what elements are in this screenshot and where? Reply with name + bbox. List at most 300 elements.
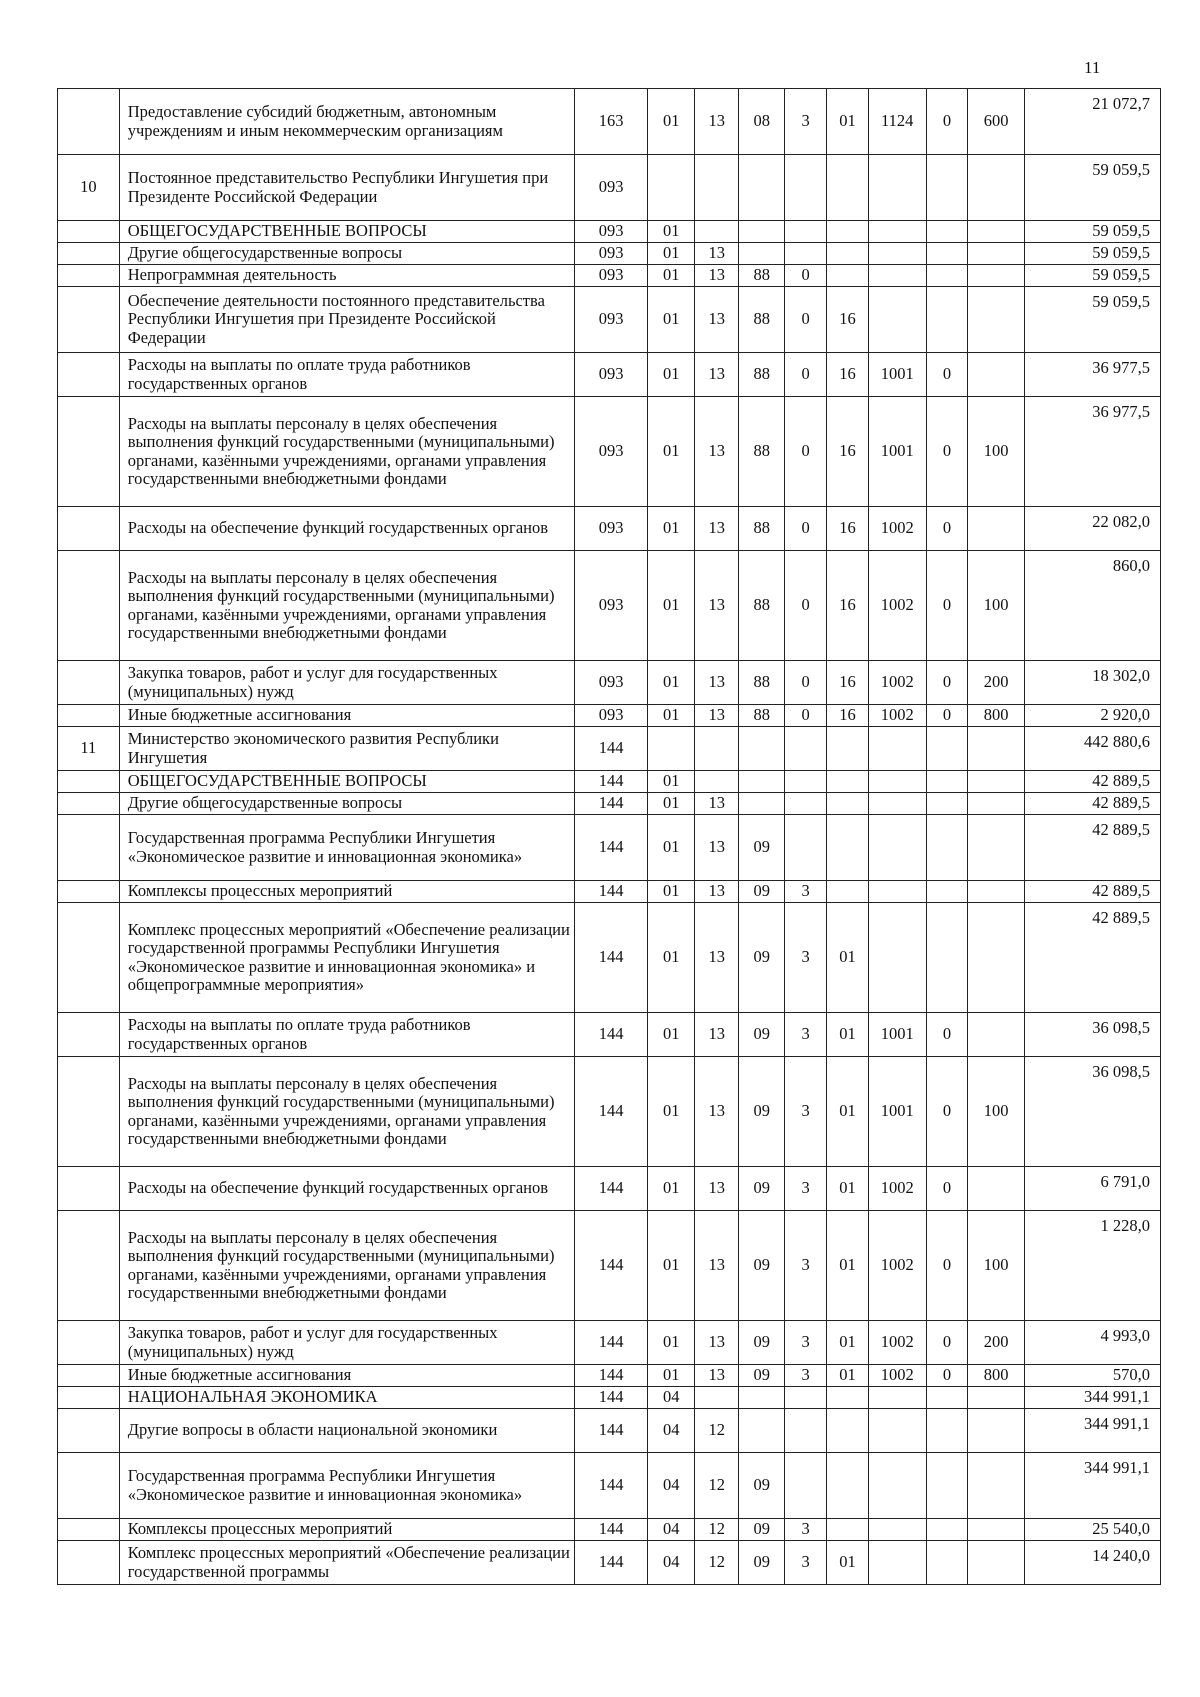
subsection-code-cell: 13 bbox=[695, 397, 739, 507]
amount-cell: 442 880,6 bbox=[1024, 727, 1160, 771]
subprogram-type-cell: 3 bbox=[785, 881, 827, 903]
row-number-cell bbox=[58, 1519, 120, 1541]
section-code-cell: 01 bbox=[648, 705, 695, 727]
program-code-cell: 09 bbox=[739, 1167, 785, 1211]
amount-cell: 42 889,5 bbox=[1024, 771, 1160, 793]
amount-cell: 21 072,7 bbox=[1024, 89, 1160, 155]
row-number-cell bbox=[58, 903, 120, 1013]
row-name-cell: Обеспечение деятельности постоянного представительства Республики Ингушетия при Президенте Российской Федерации bbox=[119, 287, 574, 353]
extra-code-cell: 0 bbox=[926, 1211, 968, 1321]
complex-code-cell: 16 bbox=[827, 507, 869, 551]
row-number-cell bbox=[58, 1167, 120, 1211]
direction-code-cell bbox=[868, 881, 926, 903]
amount-cell: 1 228,0 bbox=[1024, 1211, 1160, 1321]
extra-code-cell bbox=[926, 1519, 968, 1541]
expense-type-cell bbox=[968, 1409, 1025, 1453]
complex-code-cell: 16 bbox=[827, 287, 869, 353]
direction-code-cell: 1001 bbox=[868, 397, 926, 507]
row-name-cell: Другие общегосударственные вопросы bbox=[119, 243, 574, 265]
extra-code-cell bbox=[926, 265, 968, 287]
subsection-code-cell: 12 bbox=[695, 1409, 739, 1453]
subprogram-type-cell: 3 bbox=[785, 1519, 827, 1541]
complex-code-cell: 01 bbox=[827, 1321, 869, 1365]
direction-code-cell bbox=[868, 221, 926, 243]
direction-code-cell bbox=[868, 1519, 926, 1541]
section-code-cell: 01 bbox=[648, 89, 695, 155]
subprogram-type-cell: 3 bbox=[785, 903, 827, 1013]
direction-code-cell bbox=[868, 727, 926, 771]
table-row bbox=[58, 1365, 1161, 1387]
section-code-cell: 01 bbox=[648, 221, 695, 243]
expense-type-cell bbox=[968, 881, 1025, 903]
extra-code-cell bbox=[926, 1409, 968, 1453]
table-row bbox=[58, 1057, 1161, 1167]
direction-code-cell: 1001 bbox=[868, 1057, 926, 1167]
extra-code-cell: 0 bbox=[926, 397, 968, 507]
program-code-cell: 88 bbox=[739, 705, 785, 727]
subsection-code-cell bbox=[695, 727, 739, 771]
section-code-cell: 01 bbox=[648, 661, 695, 705]
amount-cell: 18 302,0 bbox=[1024, 661, 1160, 705]
ministry-code-cell: 144 bbox=[574, 815, 647, 881]
subprogram-type-cell bbox=[785, 1387, 827, 1409]
row-name-cell: Государственная программа Республики Ингушетия «Экономическое развитие и инновационная экономика» bbox=[119, 1453, 574, 1519]
ministry-code-cell: 093 bbox=[574, 551, 647, 661]
program-code-cell bbox=[739, 1409, 785, 1453]
table-row bbox=[58, 397, 1161, 507]
extra-code-cell: 0 bbox=[926, 1321, 968, 1365]
direction-code-cell: 1124 bbox=[868, 89, 926, 155]
amount-cell: 4 993,0 bbox=[1024, 1321, 1160, 1365]
table-row bbox=[58, 287, 1161, 353]
section-code-cell: 04 bbox=[648, 1453, 695, 1519]
subprogram-type-cell: 3 bbox=[785, 1541, 827, 1585]
row-number-cell bbox=[58, 287, 120, 353]
direction-code-cell: 1001 bbox=[868, 1013, 926, 1057]
expense-type-cell bbox=[968, 1519, 1025, 1541]
program-code-cell bbox=[739, 1387, 785, 1409]
direction-code-cell bbox=[868, 903, 926, 1013]
row-name-cell: ОБЩЕГОСУДАРСТВЕННЫЕ ВОПРОСЫ bbox=[119, 221, 574, 243]
program-code-cell: 08 bbox=[739, 89, 785, 155]
table-row bbox=[58, 1211, 1161, 1321]
expense-type-cell bbox=[968, 265, 1025, 287]
row-name-cell: Непрограммная деятельность bbox=[119, 265, 574, 287]
table-row bbox=[58, 771, 1161, 793]
expense-type-cell bbox=[968, 1453, 1025, 1519]
table-row bbox=[58, 507, 1161, 551]
row-name-cell: Другие вопросы в области национальной экономики bbox=[119, 1409, 574, 1453]
extra-code-cell: 0 bbox=[926, 507, 968, 551]
row-name-cell: Расходы на выплаты персоналу в целях обеспечения выполнения функций государственными (муниципальными) органами, казёнными учреждениями, органами управления государственными внебюджетными фондами bbox=[119, 551, 574, 661]
expense-type-cell: 200 bbox=[968, 661, 1025, 705]
expense-type-cell bbox=[968, 1387, 1025, 1409]
section-code-cell: 01 bbox=[648, 1211, 695, 1321]
ministry-code-cell: 144 bbox=[574, 1387, 647, 1409]
row-name-cell: Комплексы процессных мероприятий bbox=[119, 881, 574, 903]
amount-cell: 42 889,5 bbox=[1024, 903, 1160, 1013]
row-number-cell bbox=[58, 221, 120, 243]
program-code-cell: 09 bbox=[739, 881, 785, 903]
subsection-code-cell: 13 bbox=[695, 287, 739, 353]
subsection-code-cell: 12 bbox=[695, 1519, 739, 1541]
extra-code-cell bbox=[926, 727, 968, 771]
subsection-code-cell: 13 bbox=[695, 903, 739, 1013]
program-code-cell: 09 bbox=[739, 1453, 785, 1519]
subprogram-type-cell: 0 bbox=[785, 705, 827, 727]
row-number-cell bbox=[58, 661, 120, 705]
extra-code-cell: 0 bbox=[926, 1167, 968, 1211]
ministry-code-cell: 144 bbox=[574, 1453, 647, 1519]
complex-code-cell: 01 bbox=[827, 1013, 869, 1057]
subsection-code-cell: 13 bbox=[695, 1365, 739, 1387]
ministry-code-cell: 144 bbox=[574, 1057, 647, 1167]
row-number-cell bbox=[58, 89, 120, 155]
program-code-cell: 09 bbox=[739, 815, 785, 881]
section-code-cell bbox=[648, 155, 695, 221]
program-code-cell bbox=[739, 155, 785, 221]
subprogram-type-cell bbox=[785, 1409, 827, 1453]
table-row bbox=[58, 1519, 1161, 1541]
subsection-code-cell: 13 bbox=[695, 881, 739, 903]
subsection-code-cell: 12 bbox=[695, 1541, 739, 1585]
ministry-code-cell: 093 bbox=[574, 507, 647, 551]
expense-type-cell: 800 bbox=[968, 705, 1025, 727]
amount-cell: 36 098,5 bbox=[1024, 1013, 1160, 1057]
direction-code-cell: 1002 bbox=[868, 1211, 926, 1321]
section-code-cell: 01 bbox=[648, 1167, 695, 1211]
complex-code-cell: 16 bbox=[827, 661, 869, 705]
subsection-code-cell bbox=[695, 221, 739, 243]
section-code-cell: 04 bbox=[648, 1409, 695, 1453]
section-code-cell: 01 bbox=[648, 287, 695, 353]
complex-code-cell: 01 bbox=[827, 1211, 869, 1321]
expense-type-cell bbox=[968, 507, 1025, 551]
subprogram-type-cell: 3 bbox=[785, 1057, 827, 1167]
extra-code-cell: 0 bbox=[926, 705, 968, 727]
subsection-code-cell: 13 bbox=[695, 1167, 739, 1211]
direction-code-cell bbox=[868, 793, 926, 815]
direction-code-cell: 1002 bbox=[868, 705, 926, 727]
section-code-cell: 01 bbox=[648, 793, 695, 815]
table-row bbox=[58, 661, 1161, 705]
row-number-cell bbox=[58, 1321, 120, 1365]
subprogram-type-cell: 3 bbox=[785, 1167, 827, 1211]
program-code-cell: 09 bbox=[739, 1365, 785, 1387]
direction-code-cell: 1002 bbox=[868, 661, 926, 705]
subprogram-type-cell: 3 bbox=[785, 1321, 827, 1365]
subsection-code-cell: 13 bbox=[695, 793, 739, 815]
ministry-code-cell: 163 bbox=[574, 89, 647, 155]
section-code-cell bbox=[648, 727, 695, 771]
row-number-cell bbox=[58, 1211, 120, 1321]
subprogram-type-cell: 0 bbox=[785, 551, 827, 661]
subprogram-type-cell bbox=[785, 155, 827, 221]
program-code-cell bbox=[739, 727, 785, 771]
subprogram-type-cell: 0 bbox=[785, 287, 827, 353]
row-name-cell: Постоянное представительство Республики Ингушетия при Президенте Российской Федерации bbox=[119, 155, 574, 221]
ministry-code-cell: 144 bbox=[574, 1409, 647, 1453]
subsection-code-cell bbox=[695, 771, 739, 793]
direction-code-cell bbox=[868, 1387, 926, 1409]
ministry-code-cell: 144 bbox=[574, 881, 647, 903]
subprogram-type-cell: 0 bbox=[785, 661, 827, 705]
ministry-code-cell: 144 bbox=[574, 1321, 647, 1365]
expense-type-cell bbox=[968, 155, 1025, 221]
expense-type-cell bbox=[968, 287, 1025, 353]
complex-code-cell bbox=[827, 771, 869, 793]
subsection-code-cell: 13 bbox=[695, 551, 739, 661]
program-code-cell: 88 bbox=[739, 507, 785, 551]
direction-code-cell bbox=[868, 287, 926, 353]
section-code-cell: 04 bbox=[648, 1387, 695, 1409]
ministry-code-cell: 093 bbox=[574, 221, 647, 243]
amount-cell: 59 059,5 bbox=[1024, 155, 1160, 221]
program-code-cell bbox=[739, 793, 785, 815]
row-name-cell: Другие общегосударственные вопросы bbox=[119, 793, 574, 815]
program-code-cell: 09 bbox=[739, 1519, 785, 1541]
row-name-cell: Комплексы процессных мероприятий bbox=[119, 1519, 574, 1541]
direction-code-cell bbox=[868, 243, 926, 265]
expense-type-cell: 200 bbox=[968, 1321, 1025, 1365]
subsection-code-cell: 12 bbox=[695, 1453, 739, 1519]
row-number-cell bbox=[58, 793, 120, 815]
extra-code-cell bbox=[926, 815, 968, 881]
expense-type-cell: 800 bbox=[968, 1365, 1025, 1387]
expense-type-cell bbox=[968, 1541, 1025, 1585]
ministry-code-cell: 144 bbox=[574, 771, 647, 793]
subsection-code-cell: 13 bbox=[695, 1057, 739, 1167]
expense-type-cell: 100 bbox=[968, 1057, 1025, 1167]
extra-code-cell: 0 bbox=[926, 661, 968, 705]
section-code-cell: 01 bbox=[648, 903, 695, 1013]
extra-code-cell bbox=[926, 793, 968, 815]
subprogram-type-cell bbox=[785, 1453, 827, 1519]
direction-code-cell bbox=[868, 1453, 926, 1519]
row-number-cell bbox=[58, 551, 120, 661]
row-name-cell: Предоставление субсидий бюджетным, автономным учреждениям и иным некоммерческим организациям bbox=[119, 89, 574, 155]
table-row bbox=[58, 1453, 1161, 1519]
extra-code-cell bbox=[926, 243, 968, 265]
subsection-code-cell: 13 bbox=[695, 265, 739, 287]
extra-code-cell: 0 bbox=[926, 551, 968, 661]
row-name-cell: ОБЩЕГОСУДАРСТВЕННЫЕ ВОПРОСЫ bbox=[119, 771, 574, 793]
row-name-cell: Государственная программа Республики Ингушетия «Экономическое развитие и инновационная экономика» bbox=[119, 815, 574, 881]
row-number-cell bbox=[58, 243, 120, 265]
budget-table bbox=[57, 88, 1161, 1585]
complex-code-cell: 01 bbox=[827, 89, 869, 155]
subprogram-type-cell: 0 bbox=[785, 507, 827, 551]
program-code-cell: 88 bbox=[739, 551, 785, 661]
subprogram-type-cell: 3 bbox=[785, 89, 827, 155]
program-code-cell: 88 bbox=[739, 397, 785, 507]
row-name-cell: НАЦИОНАЛЬНАЯ ЭКОНОМИКА bbox=[119, 1387, 574, 1409]
ministry-code-cell: 093 bbox=[574, 353, 647, 397]
row-name-cell: Расходы на выплаты по оплате труда работников государственных органов bbox=[119, 1013, 574, 1057]
subprogram-type-cell bbox=[785, 727, 827, 771]
amount-cell: 2 920,0 bbox=[1024, 705, 1160, 727]
expense-type-cell bbox=[968, 903, 1025, 1013]
program-code-cell: 09 bbox=[739, 1541, 785, 1585]
expense-type-cell bbox=[968, 1013, 1025, 1057]
section-code-cell: 01 bbox=[648, 1057, 695, 1167]
table-row bbox=[58, 89, 1161, 155]
amount-cell: 36 977,5 bbox=[1024, 397, 1160, 507]
expense-type-cell bbox=[968, 243, 1025, 265]
subsection-code-cell: 13 bbox=[695, 1321, 739, 1365]
subsection-code-cell: 13 bbox=[695, 89, 739, 155]
subsection-code-cell: 13 bbox=[695, 507, 739, 551]
direction-code-cell bbox=[868, 155, 926, 221]
section-code-cell: 01 bbox=[648, 1013, 695, 1057]
direction-code-cell bbox=[868, 1409, 926, 1453]
subprogram-type-cell: 0 bbox=[785, 265, 827, 287]
program-code-cell: 88 bbox=[739, 287, 785, 353]
table-row bbox=[58, 1541, 1161, 1585]
amount-cell: 59 059,5 bbox=[1024, 221, 1160, 243]
ministry-code-cell: 093 bbox=[574, 243, 647, 265]
complex-code-cell bbox=[827, 155, 869, 221]
amount-cell: 25 540,0 bbox=[1024, 1519, 1160, 1541]
table-row bbox=[58, 1387, 1161, 1409]
amount-cell: 344 991,1 bbox=[1024, 1453, 1160, 1519]
ministry-code-cell: 144 bbox=[574, 903, 647, 1013]
expense-type-cell bbox=[968, 353, 1025, 397]
section-code-cell: 01 bbox=[648, 881, 695, 903]
program-code-cell: 88 bbox=[739, 265, 785, 287]
subprogram-type-cell: 3 bbox=[785, 1365, 827, 1387]
amount-cell: 59 059,5 bbox=[1024, 287, 1160, 353]
row-number-cell bbox=[58, 1541, 120, 1585]
expense-type-cell: 100 bbox=[968, 397, 1025, 507]
extra-code-cell bbox=[926, 287, 968, 353]
amount-cell: 42 889,5 bbox=[1024, 793, 1160, 815]
expense-type-cell bbox=[968, 727, 1025, 771]
complex-code-cell bbox=[827, 793, 869, 815]
row-number-cell bbox=[58, 397, 120, 507]
extra-code-cell: 0 bbox=[926, 1013, 968, 1057]
ministry-code-cell: 093 bbox=[574, 397, 647, 507]
subsection-code-cell: 13 bbox=[695, 1211, 739, 1321]
row-number-cell bbox=[58, 1409, 120, 1453]
complex-code-cell bbox=[827, 727, 869, 771]
extra-code-cell bbox=[926, 155, 968, 221]
subprogram-type-cell: 0 bbox=[785, 353, 827, 397]
ministry-code-cell: 144 bbox=[574, 1365, 647, 1387]
expense-type-cell bbox=[968, 1167, 1025, 1211]
direction-code-cell bbox=[868, 815, 926, 881]
ministry-code-cell: 093 bbox=[574, 705, 647, 727]
ministry-code-cell: 144 bbox=[574, 1167, 647, 1211]
section-code-cell: 04 bbox=[648, 1519, 695, 1541]
row-number-cell bbox=[58, 1387, 120, 1409]
subsection-code-cell: 13 bbox=[695, 243, 739, 265]
section-code-cell: 01 bbox=[648, 1321, 695, 1365]
row-number-cell bbox=[58, 507, 120, 551]
row-name-cell: Расходы на выплаты персоналу в целях обеспечения выполнения функций государственными (муниципальными) органами, казёнными учреждениями, органами управления государственными внебюджетными фондами bbox=[119, 397, 574, 507]
row-name-cell: Комплекс процессных мероприятий «Обеспечение реализации государственной программы bbox=[119, 1541, 574, 1585]
amount-cell: 344 991,1 bbox=[1024, 1409, 1160, 1453]
complex-code-cell: 01 bbox=[827, 903, 869, 1013]
ministry-code-cell: 144 bbox=[574, 793, 647, 815]
direction-code-cell: 1002 bbox=[868, 1321, 926, 1365]
direction-code-cell: 1002 bbox=[868, 551, 926, 661]
amount-cell: 344 991,1 bbox=[1024, 1387, 1160, 1409]
section-code-cell: 01 bbox=[648, 353, 695, 397]
amount-cell: 59 059,5 bbox=[1024, 243, 1160, 265]
table-row bbox=[58, 1409, 1161, 1453]
complex-code-cell bbox=[827, 221, 869, 243]
table-row bbox=[58, 705, 1161, 727]
row-name-cell: Иные бюджетные ассигнования bbox=[119, 1365, 574, 1387]
extra-code-cell bbox=[926, 221, 968, 243]
direction-code-cell: 1002 bbox=[868, 1365, 926, 1387]
row-number-cell bbox=[58, 265, 120, 287]
complex-code-cell bbox=[827, 815, 869, 881]
expense-type-cell bbox=[968, 793, 1025, 815]
section-code-cell: 01 bbox=[648, 815, 695, 881]
row-name-cell: Министерство экономического развития Республики Ингушетия bbox=[119, 727, 574, 771]
extra-code-cell: 0 bbox=[926, 1057, 968, 1167]
direction-code-cell bbox=[868, 265, 926, 287]
extra-code-cell bbox=[926, 1453, 968, 1519]
subprogram-type-cell bbox=[785, 243, 827, 265]
program-code-cell: 09 bbox=[739, 1057, 785, 1167]
direction-code-cell: 1002 bbox=[868, 507, 926, 551]
complex-code-cell bbox=[827, 243, 869, 265]
row-number-cell bbox=[58, 705, 120, 727]
amount-cell: 36 977,5 bbox=[1024, 353, 1160, 397]
table-row bbox=[58, 353, 1161, 397]
expense-type-cell: 100 bbox=[968, 551, 1025, 661]
budget-table-body bbox=[58, 89, 1161, 1585]
section-code-cell: 01 bbox=[648, 507, 695, 551]
subprogram-type-cell: 3 bbox=[785, 1013, 827, 1057]
row-number-cell bbox=[58, 353, 120, 397]
complex-code-cell: 16 bbox=[827, 705, 869, 727]
program-code-cell: 09 bbox=[739, 1211, 785, 1321]
section-code-cell: 01 bbox=[648, 243, 695, 265]
row-name-cell: Закупка товаров, работ и услуг для государственных (муниципальных) нужд bbox=[119, 1321, 574, 1365]
extra-code-cell: 0 bbox=[926, 353, 968, 397]
direction-code-cell bbox=[868, 771, 926, 793]
subsection-code-cell bbox=[695, 155, 739, 221]
table-row bbox=[58, 1321, 1161, 1365]
subsection-code-cell bbox=[695, 1387, 739, 1409]
row-name-cell: Расходы на обеспечение функций государственных органов bbox=[119, 507, 574, 551]
complex-code-cell: 01 bbox=[827, 1167, 869, 1211]
complex-code-cell bbox=[827, 881, 869, 903]
program-code-cell: 09 bbox=[739, 1321, 785, 1365]
amount-cell: 36 098,5 bbox=[1024, 1057, 1160, 1167]
program-code-cell bbox=[739, 771, 785, 793]
direction-code-cell: 1002 bbox=[868, 1167, 926, 1211]
ministry-code-cell: 093 bbox=[574, 265, 647, 287]
ministry-code-cell: 144 bbox=[574, 1519, 647, 1541]
row-name-cell: Закупка товаров, работ и услуг для государственных (муниципальных) нужд bbox=[119, 661, 574, 705]
section-code-cell: 01 bbox=[648, 397, 695, 507]
direction-code-cell: 1001 bbox=[868, 353, 926, 397]
row-number-cell: 11 bbox=[58, 727, 120, 771]
extra-code-cell bbox=[926, 1541, 968, 1585]
expense-type-cell bbox=[968, 771, 1025, 793]
amount-cell: 42 889,5 bbox=[1024, 881, 1160, 903]
amount-cell: 860,0 bbox=[1024, 551, 1160, 661]
complex-code-cell bbox=[827, 1453, 869, 1519]
table-row bbox=[58, 903, 1161, 1013]
ministry-code-cell: 144 bbox=[574, 1541, 647, 1585]
amount-cell: 59 059,5 bbox=[1024, 265, 1160, 287]
